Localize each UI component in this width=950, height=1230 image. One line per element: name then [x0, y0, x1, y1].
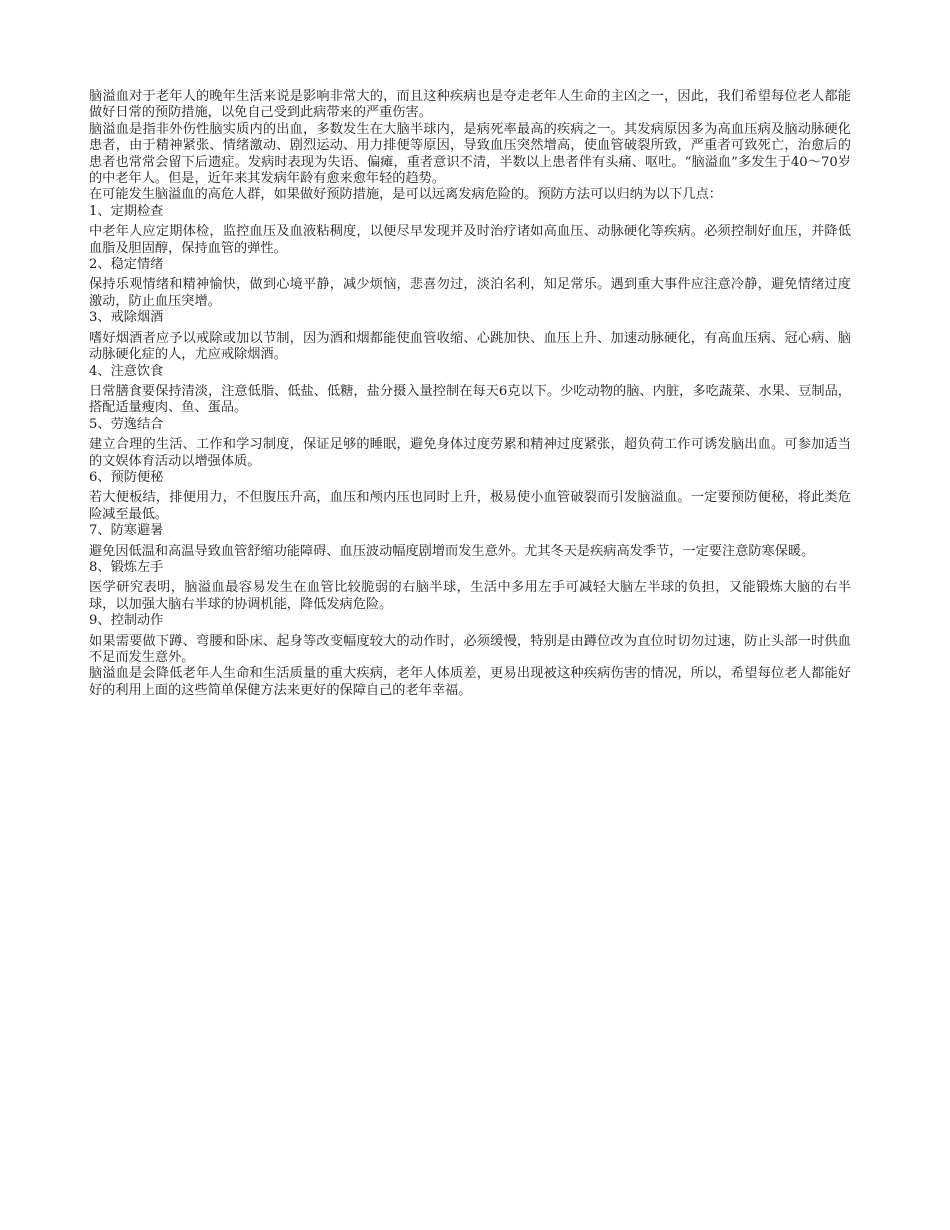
section-body-8: 医学研究表明，脑溢血最容易发生在血管比较脆弱的右脑半球，生活中多用左手可减轻大脑左半球的负担，又能锻炼大脑的右半球，以加强大脑右半球的协调机能，降低发病危险。 — [89, 580, 851, 612]
section-body-3: 嗜好烟酒者应予以戒除或加以节制，因为酒和烟都能使血管收缩、心跳加快、血压上升、加速动脉硬化，有高血压病、冠心病、脑动脉硬化症的人，尤应戒除烟酒。 — [89, 330, 851, 363]
document-body — [89, 89, 851, 699]
section-body-4: 日常膳食要保持清淡，注意低脂、低盐、低糖，盐分摄入量控制在每天6克以下。少吃动物的脑、内脏，多吃蔬菜、水果、豆制品，搭配适量瘦肉、鱼、蛋品。 — [89, 383, 851, 416]
intro-paragraph: 在可能发生脑溢血的高危人群，如果做好预防措施，是可以远离发病危险的。预防方法可以归纳为以下几点： — [89, 187, 722, 203]
section-heading-3: 3、戒除烟酒 — [89, 310, 164, 326]
section-heading-1: 1、定期检查 — [89, 203, 164, 219]
section-body-6: 若大便板结，排便用力，不但腹压升高，血压和颅内压也同时上升，极易使小血管破裂而引发脑溢血。一定要预防便秘，将此类危险减至最低。 — [89, 490, 851, 522]
section-body-1: 中老年人应定期体检，监控血压及血液粘稠度，以便尽早发现并及时治疗诸如高血压、动脉硬化等疾病。必须控制好血压，并降低血脂及胆固醇，保持血管的弹性。 — [89, 224, 851, 256]
section-heading-4: 4、注意饮食 — [89, 363, 164, 379]
section-heading-9: 9、控制动作 — [89, 613, 164, 629]
section-heading-5: 5、劳逸结合 — [89, 416, 164, 432]
section-heading-8: 8、锻炼左手 — [89, 559, 164, 575]
section-heading-6: 6、预防便秘 — [89, 469, 164, 485]
section-body-5: 建立合理的生活、工作和学习制度，保证足够的睡眠，避免身体过度劳累和精神过度紧张，超负荷工作可诱发脑出血。可参加适当的文娱体育活动以增强体质。 — [89, 437, 851, 469]
section-body-7: 避免因低温和高温导致血管舒缩功能障碍、血压波动幅度剧增而发生意外。尤其冬天是疾病高发季节，一定要注意防寒保暖。 — [89, 543, 815, 559]
section-body-9: 如果需要做下蹲、弯腰和卧床、起身等改变幅度较大的动作时，必须缓慢，特别是由蹲位改为直位时切勿过速，防止头部一时供血不足而发生意外。 — [89, 633, 851, 665]
section-body-2: 保持乐观情绪和精神愉快，做到心境平静，减少烦恼，悲喜勿过，淡泊名利，知足常乐。遇到重大事件应注意冷静，避免情绪过度激动，防止血压突增。 — [89, 277, 851, 309]
section-heading-7: 7、防寒避暑 — [89, 523, 164, 539]
intro-paragraph: 脑溢血对于老年人的晚年生活来说是影响非常大的，而且这种疾病也是夺走老年人生命的主凶之一，因此，我们希望每位老人都能做好日常的预防措施，以免自己受到此病带来的严重伤害。 — [89, 89, 851, 121]
closing-paragraph: 脑溢血是会降低老年人生命和生活质量的重大疾病，老年人体质差，更易出现被这种疾病伤害的情况，所以，希望每位老人都能好好的利用上面的这些简单保健方法来更好的保障自己的老年幸福。 — [89, 666, 851, 698]
intro-paragraph: 脑溢血是指非外伤性脑实质内的出血，多数发生在大脑半球内，是病死率最高的疾病之一。其发病原因多为高血压病及脑动脉硬化患者，由于精神紧张、情绪激动、剧烈运动、用力排便等原因，导致血压突然增高，使血管破裂所致，严重者可致死亡，治愈后的患者也常常会留下后遗症。发病时表现为失语、偏瘫，重者意识不清，半数以上患者伴有头痛、呕吐。“脑溢血”多发生于40～70岁的中老年人。但是，近年来其发病年龄有愈来愈年轻的趋势。 — [89, 121, 851, 187]
section-heading-2: 2、稳定情绪 — [89, 257, 164, 273]
